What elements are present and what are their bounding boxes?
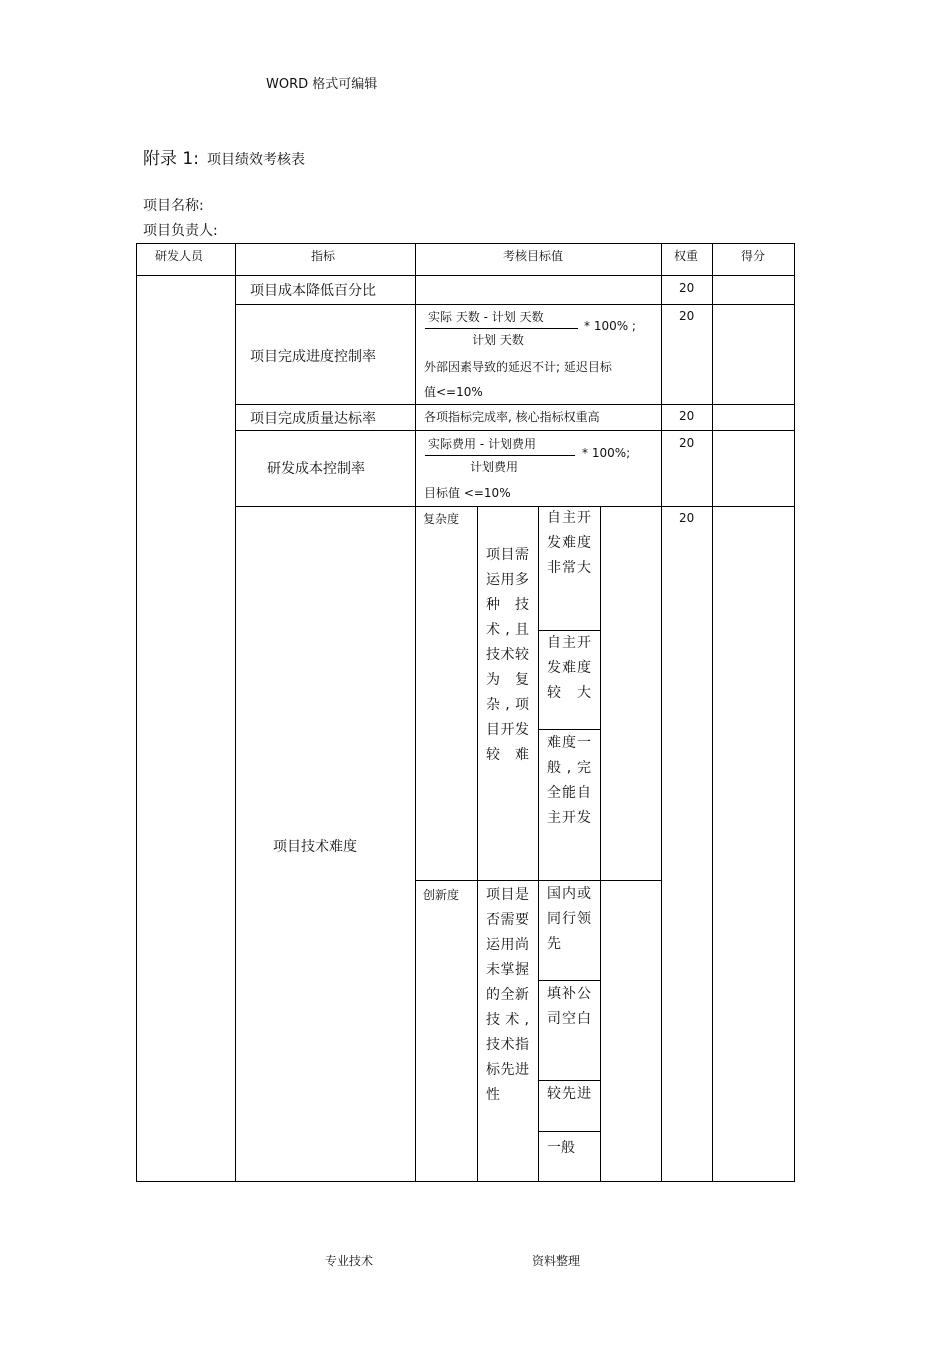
appendix-label: 附录 1: <box>143 149 199 169</box>
project-lead-label: 项目负责人: <box>143 223 218 239</box>
weight-schedule-control: 20 <box>679 309 695 323</box>
indicator-rd-cost: 研发成本控制率 <box>267 461 365 477</box>
weight-rd-cost: 20 <box>679 436 695 450</box>
innovation-level-2: 填补公司空白 <box>547 986 591 1027</box>
col-header-score: 得分 <box>741 249 766 263</box>
col-header-indicator: 指标 <box>311 249 336 263</box>
indicator-tech-difficulty: 项目技术难度 <box>273 839 357 855</box>
quality-target: 各项指标完成率, 核心指标权重高 <box>424 410 600 424</box>
table-title: 项目绩效考核表 <box>206 152 305 168</box>
complexity-level-1: 自主开发难度非常大 <box>547 510 591 576</box>
schedule-formula-denominator: 计划 天数 <box>472 333 524 347</box>
innovation-level-3: 较先进 <box>547 1086 591 1102</box>
schedule-formula-suffix: * 100% ; <box>584 319 636 333</box>
page-title <box>143 144 305 169</box>
rd-formula-denominator: 计划费用 <box>470 460 519 474</box>
footer-right: 资料整理 <box>532 1254 581 1268</box>
schedule-note-2: 值<=10% <box>424 385 483 399</box>
innovation-level-4: 一般 <box>547 1140 575 1156</box>
col-header-target: 考核目标值 <box>503 249 564 263</box>
complexity-description: 项目需运用多种技术,且技术较为复杂,项目开发较难 <box>486 547 529 763</box>
innovation-description: 项目是否需要运用尚未掌握的全新技术,技术指标先进性 <box>486 887 529 1103</box>
project-name-label: 项目名称: <box>143 198 204 214</box>
footer-left: 专业技术 <box>325 1254 374 1268</box>
page-header-watermark: WORD 格式可编辑 <box>266 77 378 92</box>
complexity-level-3: 难度一般,完全能自主开发 <box>547 735 591 826</box>
rd-formula-suffix: * 100%; <box>582 446 631 460</box>
sub-complexity-label: 复杂度 <box>423 512 460 526</box>
schedule-formula-numerator: 实际 天数 - 计划 天数 <box>428 310 544 324</box>
weight-tech-difficulty: 20 <box>679 511 695 525</box>
weight-quality: 20 <box>679 409 695 423</box>
sub-innovation-label: 创新度 <box>423 888 460 902</box>
col-header-staff: 研发人员 <box>155 249 204 263</box>
innovation-level-1: 国内或同行领先 <box>547 886 591 952</box>
col-header-weight: 权重 <box>674 249 699 263</box>
schedule-note-1: 外部因素导致的延迟不计; 延迟目标 <box>424 360 612 374</box>
rd-note: 目标值 <=10% <box>424 486 511 500</box>
rd-formula-numerator: 实际费用 - 计划费用 <box>428 437 536 451</box>
weight-cost-reduction: 20 <box>679 281 695 295</box>
indicator-cost-reduction: 项目成本降低百分比 <box>250 283 376 299</box>
indicator-quality: 项目完成质量达标率 <box>250 411 376 427</box>
indicator-schedule-control: 项目完成进度控制率 <box>250 349 376 365</box>
complexity-level-2: 自主开发难度较大 <box>547 635 591 701</box>
